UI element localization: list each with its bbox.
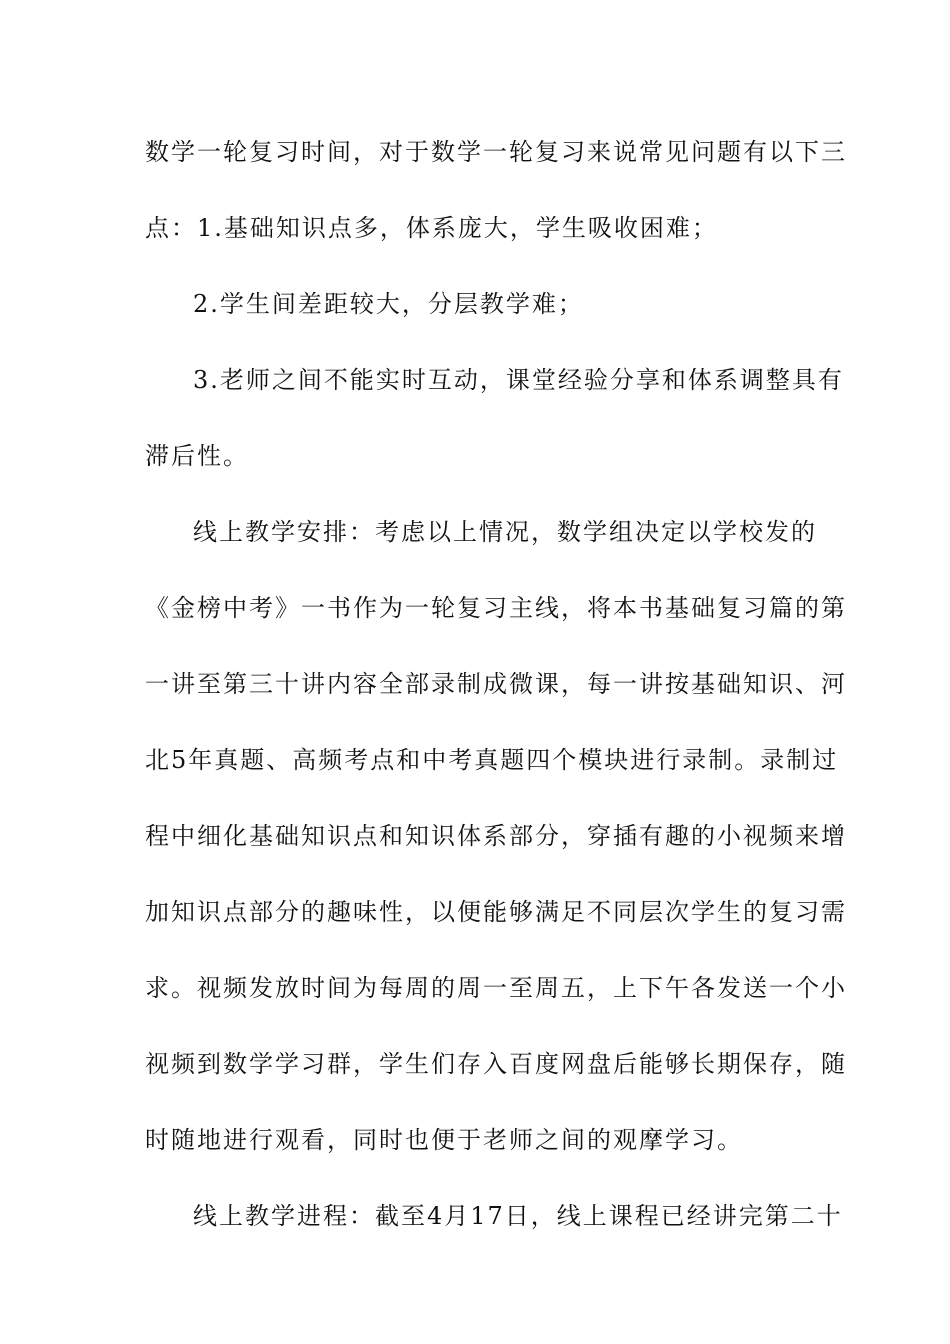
text-line: 点：1.基础知识点多，体系庞大，学生吸收困难； — [145, 214, 718, 242]
text-line: 2.学生间差距较大，分层教学难； — [193, 290, 584, 318]
text-line: 滞后性。 — [145, 442, 249, 470]
text-line: 求。视频发放时间为每周的周一至周五，上下午各发送一个小 — [145, 974, 847, 1002]
text-line: 北5年真题、高频考点和中考真题四个模块进行录制。录制过 — [145, 746, 839, 774]
text-line: 数学一轮复习时间，对于数学一轮复习来说常见问题有以下三 — [145, 138, 847, 166]
text-line: 视频到数学学习群，学生们存入百度网盘后能够长期保存，随 — [145, 1050, 847, 1078]
text-line: 《金榜中考》一书作为一轮复习主线，将本书基础复习篇的第 — [145, 594, 847, 622]
text-line: 程中细化基础知识点和知识体系部分，穿插有趣的小视频来增 — [145, 822, 847, 850]
text-line: 加知识点部分的趣味性，以便能够满足不同层次学生的复习需 — [145, 898, 847, 926]
text-line: 时随地进行观看，同时也便于老师之间的观摩学习。 — [145, 1126, 743, 1154]
text-line: 一讲至第三十讲内容全部录制成微课，每一讲按基础知识、河 — [145, 670, 847, 698]
text-line: 3.老师之间不能实时互动，课堂经验分享和体系调整具有 — [193, 366, 844, 394]
text-line: 线上教学安排：考虑以上情况，数学组决定以学校发的 — [193, 518, 817, 546]
text-line: 线上教学进程：截至4月17日，线上课程已经讲完第二十 — [193, 1202, 843, 1230]
